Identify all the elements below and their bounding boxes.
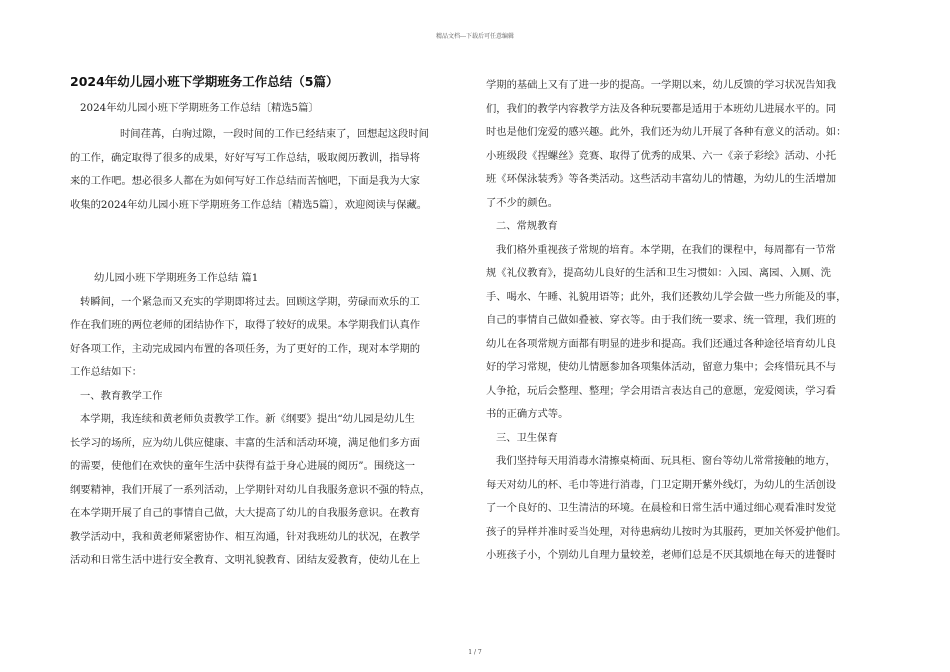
body-line: 的需要，使他们在欢快的童年生活中获得有益于身心进展的阅历”。围绕这一 — [70, 460, 416, 472]
body-line: 们，我们的教学内容教学方法及各种玩要都是适用于本班幼儿进展水平的。同 — [486, 102, 837, 115]
body-line: 教学活动中，我和黄老师紧密协作、相互沟通，针对我班幼儿的状况，在教学 — [70, 530, 421, 543]
body-line: 小班孩子小，个别幼儿自理力量较差，老师们总是不厌其烦地在每天的进餐时 — [486, 549, 837, 561]
body-line: 了一个良好的、卫生清洁的环境。在晨检和日常生活中通过细心观看准时发觉 — [486, 502, 837, 514]
body-line: 纲要精神，我们开展了一系列活动，上学期针对幼儿自我服务意识不强的特点， — [70, 483, 431, 496]
body-line: 了不少的颜色。 — [486, 196, 559, 209]
body-line: 手、喝水、午睡、礼貌用语等；此外，我们还教幼儿学会做一些力所能及的事， — [486, 290, 847, 303]
document-subtitle: 2024年幼儿园小班下学期班务工作总结〔精选5篇〕 — [80, 102, 319, 114]
body-line: 小班级段《捏螺丝》竞赛、取得了优秀的成果、六一《亲子彩绘》活动、小托 — [486, 149, 837, 162]
section-heading: 二、常规教育 — [496, 220, 558, 232]
body-line: 时也是他们宠爱的感兴趣。此外，我们还为幼儿开展了各种有意义的活动。如： — [486, 126, 847, 138]
body-line: 活动和日常生活中进行安全教育、文明礼貌教育、团结友爱教育，使幼儿在上 — [70, 554, 421, 566]
body-line: 孩子的异样并准时妥当处理，对待患病幼儿按时为其服药，更加关怀爱护他们。 — [486, 525, 847, 538]
body-line: 规《礼仪教育》，提高幼儿良好的生活和卫生习惯如：入园、离园、入厕、洗 — [486, 267, 831, 279]
body-line: 自己的事情自己做如叠被、穿衣等。由于我们统一要求、统一管理，我们班的 — [486, 314, 837, 326]
body-line: 我们格外重视孩子常规的培育。本学期，在我们的课程中，每周都有一节常 — [496, 243, 836, 256]
body-line: 作在我们班的两位老师的团结协作下，取得了较好的成果。本学期我们认真作 — [70, 319, 421, 331]
body-line: 每天对幼儿的杯、毛巾等进行消毒，门卫定期开紫外线灯，为幼儿的生活创设 — [486, 478, 837, 491]
body-line: 好各项工作，主动完成园内布置的各项任务，为了更好的工作，现对本学期的 — [70, 342, 421, 355]
intro-line: 来的工作吧。想必很多人都在为如何写好工作总结而苦恼吧，下面是我为大家 — [70, 175, 421, 187]
body-line: 学期的基础上又有了进一步的提高。一学期以来，幼儿反馈的学习状况告知我 — [486, 79, 837, 91]
right-column — [486, 74, 880, 568]
document-title: 2024年幼儿园小班下学期班务工作总结（5篇） — [70, 74, 339, 89]
spacer — [70, 217, 466, 267]
intro-line: 的工作，确定取得了很多的成果，好好写写工作总结，吸取阅历教训，指导将 — [70, 151, 421, 164]
body-line: 本学期，我连续和黄老师负责教学工作。新《纲要》提出“幼儿园是幼儿生 — [80, 413, 415, 425]
body-line: 班《环保泳装秀》等各类活动。这些活动丰富幼儿的情趣，为幼儿的生活增加 — [486, 173, 837, 185]
body-line: 长学习的场所，应为幼儿供应健康、丰富的生活和活动环境，满足他们多方面 — [70, 436, 421, 449]
body-line: 人争抢，玩后会整理、整理；学会用语言表达自己的意愿，宠爱阅读，学习看 — [486, 384, 837, 397]
body-line: 我们坚持每天用消毒水清擦桌椅面、玩具柜、窗台等幼儿常常接触的地方， — [496, 455, 836, 467]
body-line: 转瞬间，一个紧急而又充实的学期即将过去。回顾这学期，劳碌而欢乐的工 — [80, 295, 420, 308]
left-column — [70, 74, 466, 573]
intro-line: 收集的2024年幼儿园小班下学期班务工作总结〔精选5篇〕，欢迎阅读与保藏。 — [70, 198, 428, 211]
essay-title: 幼儿园小班下学期班务工作总结 篇1 — [94, 272, 259, 284]
body-line: 书的正确方式等。 — [486, 408, 569, 420]
body-line: 好的学习常规，使幼儿情愿参加各项集体活动，留意力集中；会疼惜玩具不与 — [486, 361, 837, 373]
section-heading: 一、教育教学工作 — [80, 389, 163, 402]
body-line: 幼儿在各项常规方面都有明显的进步和提高。我们还通过各种途径培育幼儿良 — [486, 337, 837, 350]
page-number: 1 / 7 — [468, 649, 482, 656]
section-heading: 三、卫生保育 — [496, 431, 558, 444]
header-note: 精品文档---下载后可任意编辑 — [435, 33, 515, 40]
body-line: 在本学期开展了自己的事情自己做，大大提高了幼儿的自我服务意识。在教育 — [70, 507, 421, 519]
intro-line: 时间荏苒，白驹过隙，一段时间的工作已经结束了，回想起这段时间 — [120, 128, 429, 140]
body-line: 工作总结如下： — [70, 366, 143, 378]
